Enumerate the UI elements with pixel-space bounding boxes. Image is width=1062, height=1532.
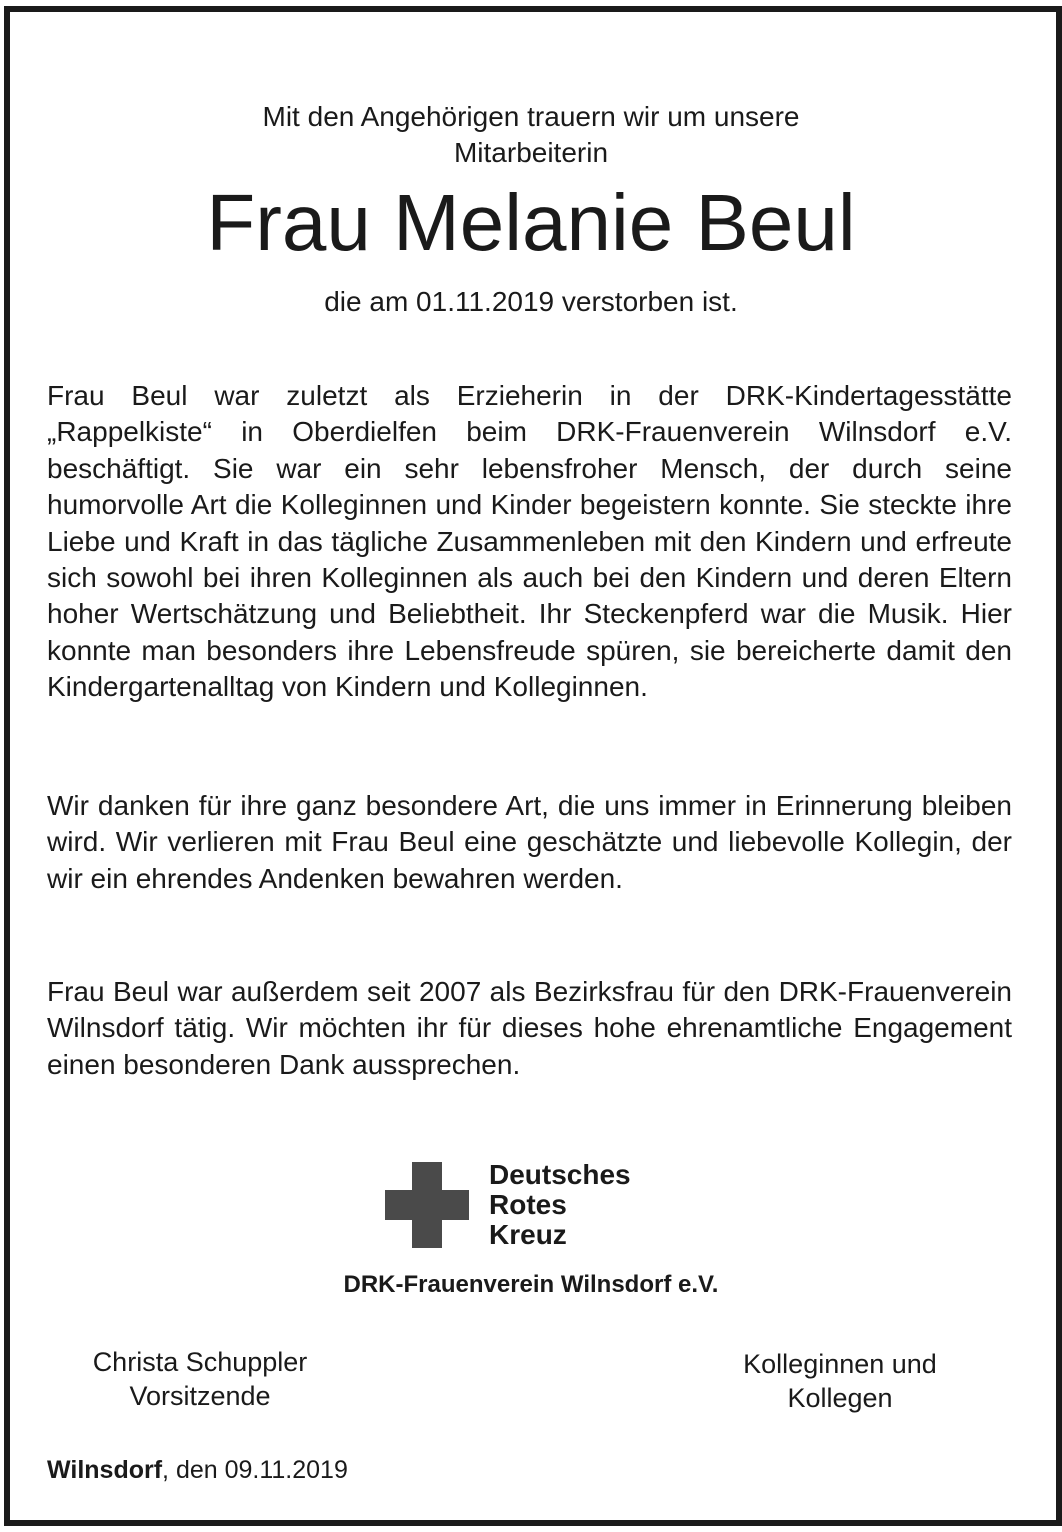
intro-line-2: Mitarbeiterin	[453, 137, 609, 168]
place: Wilnsdorf	[47, 1456, 163, 1484]
signature-colleagues-line-2: Kollegen	[787, 1383, 893, 1413]
red-cross-icon	[385, 1162, 469, 1248]
signature-chair	[60, 1345, 340, 1413]
logo-text-line-2: Rotes	[489, 1189, 567, 1220]
logo-text-line-1: Deutsches	[489, 1159, 631, 1190]
paragraph-career: Frau Beul war zuletzt als Erzieherin in der DRK-Kindertagesstätte „Rappelkiste“ in Oberdielfen beim DRK-Frauenverein Wilnsdorf e.V. beschäftigt. Sie war ein sehr lebensfroher Mensch, der durch seine humorvolle Art die Kolleginnen und Kinder begeistern konnte. Sie steckte ihre Liebe und Kraft in das tägliche Zusammenleben mit den Kindern und erfreute sich sowohl bei ihren Kolleginnen als auch bei den Kindern und deren Eltern hoher Wertschätzung und Beliebtheit. Ihr Steckenpferd war die Musik. Hier konnte man besonders ihre Lebensfreude spüren, sie bereicherte damit den Kindergartenalltag von Kindern und Kolleginnen.	[47, 380, 1012, 703]
death-date-line: die am 01.11.2019 verstorben ist.	[324, 286, 738, 317]
paragraph-volunteer: Frau Beul war außerdem seit 2007 als Bezirksfrau für den DRK-Frauenverein Wilnsdorf tätig. Wir möchten ihr für dieses hohe ehrenamtliche Engagement einen besonderen Dank aussprechen.	[47, 976, 1012, 1080]
signature-colleagues	[700, 1347, 980, 1415]
signature-colleagues-line-1: Kolleginnen und	[743, 1349, 937, 1379]
signature-chair-name: Christa Schuppler	[92, 1347, 308, 1377]
drk-logo-text	[489, 1160, 631, 1250]
intro-line-1: Mit den Angehörigen trauern wir um unsere	[262, 101, 800, 132]
signature-chair-role: Vorsitzende	[129, 1381, 271, 1411]
deceased-name: Frau Melanie Beul	[206, 178, 856, 267]
place-date	[47, 1453, 348, 1487]
organization-name: DRK-Frauenverein Wilnsdorf e.V.	[343, 1271, 719, 1298]
date: , den 09.11.2019	[162, 1456, 348, 1484]
logo-text-line-3: Kreuz	[489, 1219, 567, 1250]
drk-logo	[385, 1159, 685, 1252]
paragraph-thanks: Wir danken für ihre ganz besondere Art, die uns immer in Erinnerung bleiben wird. Wir verlieren mit Frau Beul eine geschätzte und liebevolle Kollegin, der wir ein ehrendes Andenken bewahren werden.	[47, 790, 1012, 894]
